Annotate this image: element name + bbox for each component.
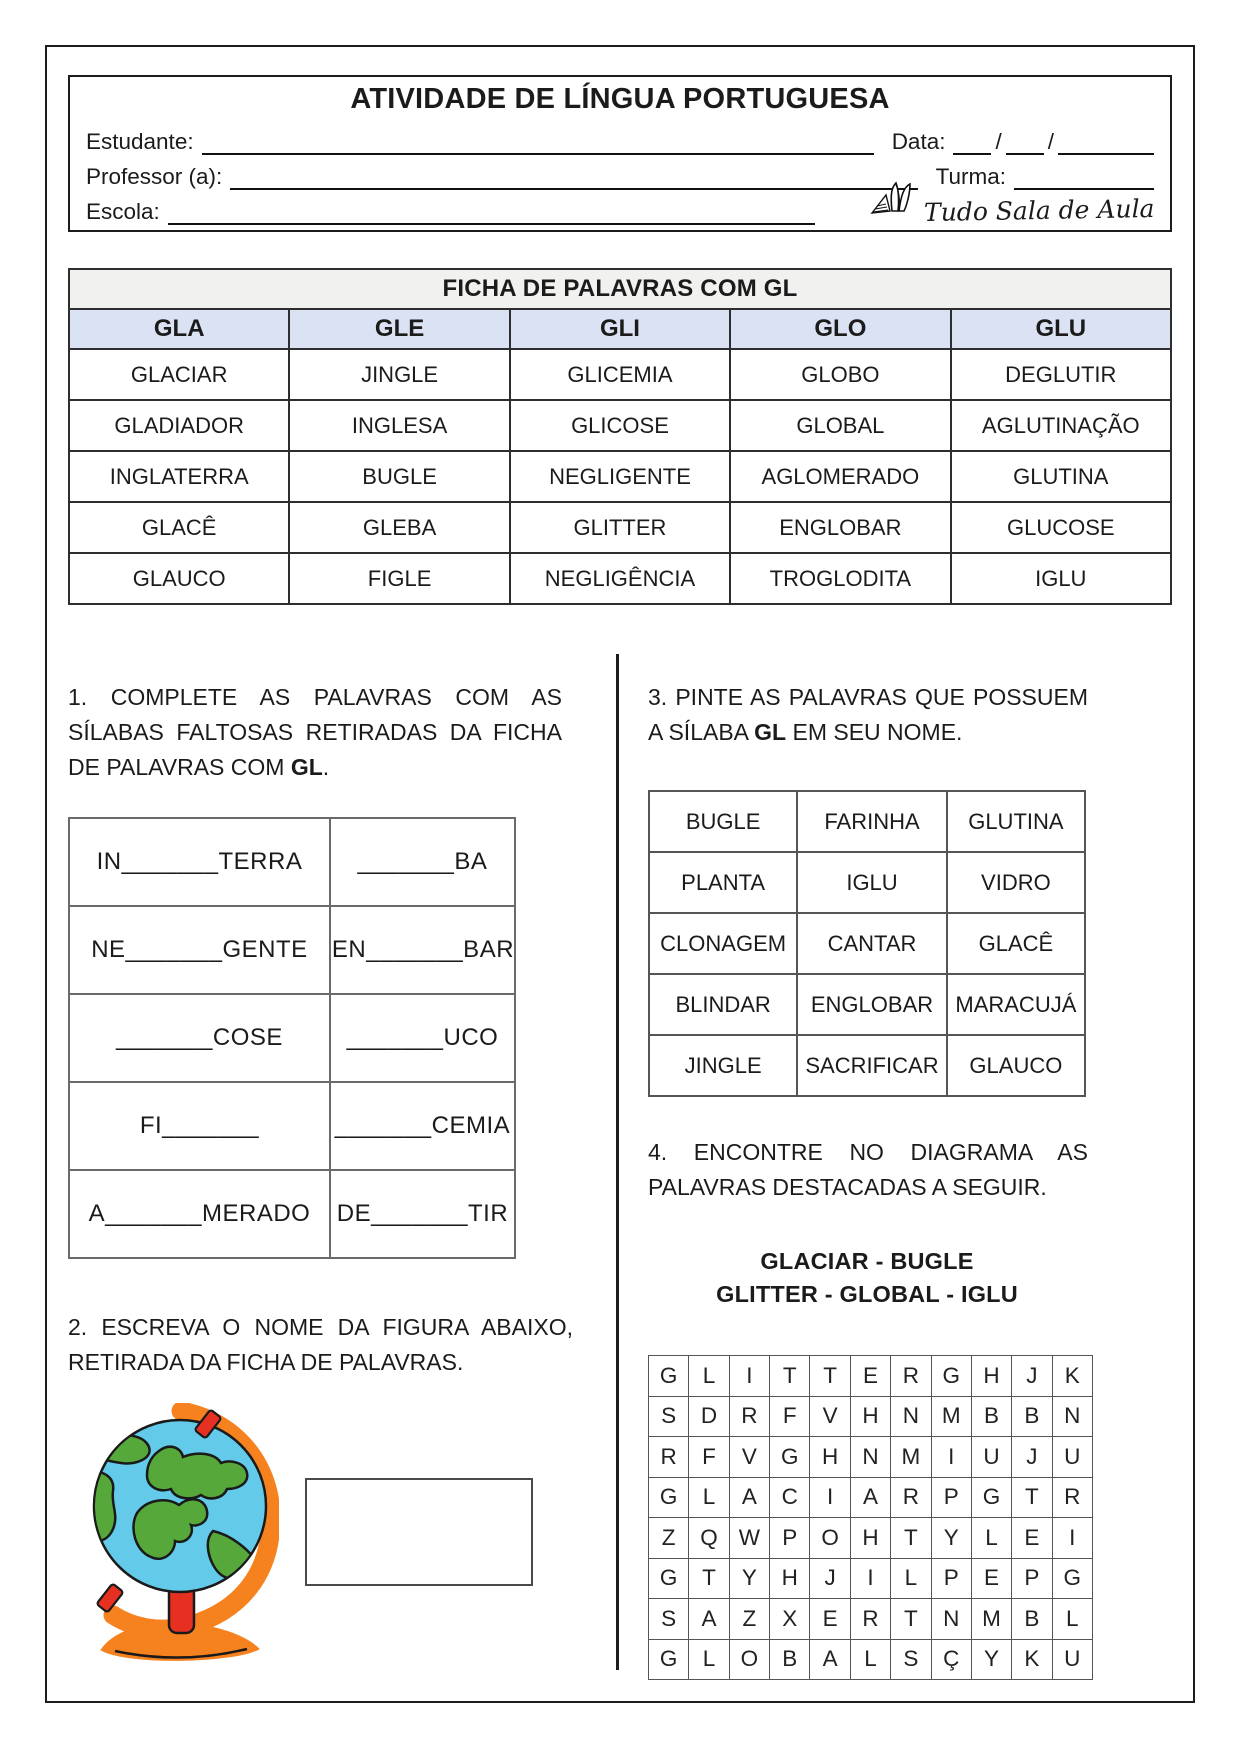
letter-cell[interactable]: T (891, 1599, 931, 1640)
table-row (649, 1356, 1093, 1397)
teacher-label: Professor (a): (86, 164, 223, 189)
word-list-line2: GLITTER - GLOBAL - IGLU (716, 1281, 1018, 1307)
letter-cell[interactable]: A (729, 1477, 769, 1518)
fill-in-blanks-table (68, 817, 516, 1259)
exercise3-text-start: 3. PINTE AS PALAVRAS QUE POSSUEM A SÍLABA (648, 684, 1088, 745)
ficha-word-cell: IGLU (951, 553, 1171, 604)
letter-cell[interactable]: E (810, 1599, 850, 1640)
letter-cell[interactable]: K (1052, 1356, 1092, 1397)
letter-cell[interactable]: B (1012, 1599, 1052, 1640)
paint-word-cell[interactable]: CLONAGEM (649, 913, 797, 974)
letter-cell[interactable]: G (649, 1558, 689, 1599)
ficha-body (69, 349, 1171, 604)
ficha-column-header: GLO (730, 309, 950, 349)
paint-body (649, 791, 1085, 1096)
blank-word-cell[interactable]: _______COSE (69, 994, 330, 1082)
letter-cell[interactable]: H (850, 1518, 890, 1559)
letter-cell[interactable]: P (1012, 1558, 1052, 1599)
letter-cell[interactable]: L (971, 1518, 1011, 1559)
letter-cell[interactable]: E (971, 1558, 1011, 1599)
letter-cell[interactable]: G (770, 1437, 810, 1478)
ficha-word-cell: JINGLE (289, 349, 509, 400)
ficha-word-cell: GLUCOSE (951, 502, 1171, 553)
blank-word-cell[interactable]: FI_______ (69, 1082, 330, 1170)
letter-cell[interactable]: N (931, 1599, 971, 1640)
table-row (649, 1396, 1093, 1437)
blank-word-cell[interactable]: DE_______TIR (330, 1170, 515, 1258)
letter-cell[interactable]: B (971, 1396, 1011, 1437)
letter-cell[interactable]: L (850, 1639, 890, 1680)
table-row (69, 400, 1171, 451)
table-row (649, 1518, 1093, 1559)
letter-cell[interactable]: O (729, 1639, 769, 1680)
letter-cell[interactable]: U (971, 1437, 1011, 1478)
book-icon (866, 181, 918, 225)
student-label: Estudante: (86, 129, 194, 154)
letter-cell[interactable]: I (810, 1477, 850, 1518)
word-search-body (649, 1356, 1093, 1680)
date-slash: / (1047, 129, 1054, 154)
exercise3-text-bold: GL (754, 719, 787, 745)
word-search-grid (648, 1355, 1093, 1680)
table-row (649, 913, 1085, 974)
date-year-field[interactable] (1058, 127, 1154, 155)
letter-cell[interactable]: A (850, 1477, 890, 1518)
school-field[interactable] (168, 197, 815, 225)
table-row (69, 502, 1171, 553)
letter-cell[interactable]: V (810, 1396, 850, 1437)
letter-cell[interactable]: Y (971, 1639, 1011, 1680)
letter-cell[interactable]: Y (729, 1558, 769, 1599)
ficha-word-cell: AGLUTINAÇÃO (951, 400, 1171, 451)
table-row (69, 1082, 515, 1170)
letter-cell[interactable]: R (729, 1396, 769, 1437)
letter-cell[interactable]: I (729, 1356, 769, 1397)
letter-cell[interactable]: N (1052, 1396, 1092, 1437)
letter-cell[interactable]: S (649, 1396, 689, 1437)
exercise1-text-bold: GL (290, 754, 323, 780)
letter-cell[interactable]: L (1052, 1599, 1092, 1640)
letter-cell[interactable]: V (729, 1437, 769, 1478)
letter-cell[interactable]: Y (931, 1518, 971, 1559)
exercise1-text-start: 1. COMPLETE AS PALAVRAS COM AS SÍLABAS FALTOSAS RETIRADAS DA FICHA DE PALAVRAS COM (68, 684, 562, 780)
ficha-word-cell: INGLATERRA (69, 451, 289, 502)
letter-cell[interactable]: R (649, 1437, 689, 1478)
date-group (892, 127, 1154, 155)
paint-word-cell[interactable]: FARINHA (797, 791, 947, 852)
paint-word-cell[interactable]: GLUTINA (947, 791, 1085, 852)
table-row (649, 852, 1085, 913)
letter-cell[interactable]: G (971, 1477, 1011, 1518)
letter-cell[interactable]: Ç (931, 1639, 971, 1680)
letter-cell[interactable]: J (810, 1558, 850, 1599)
letter-cell[interactable]: Q (689, 1518, 729, 1559)
table-row (69, 553, 1171, 604)
table-row (649, 1558, 1093, 1599)
blank-word-cell[interactable]: IN_______TERRA (69, 818, 330, 906)
letter-cell[interactable]: M (891, 1437, 931, 1478)
header-box (68, 75, 1172, 232)
letter-cell[interactable]: P (770, 1518, 810, 1559)
ficha-column-header: GLI (510, 309, 730, 349)
letter-cell[interactable]: L (689, 1639, 729, 1680)
letter-cell[interactable]: U (1052, 1437, 1092, 1478)
letter-cell[interactable]: H (971, 1356, 1011, 1397)
ficha-column-header: GLU (951, 309, 1171, 349)
table-row (649, 1035, 1085, 1096)
class-label: Turma: (935, 164, 1006, 189)
ficha-word-cell: DEGLUTIR (951, 349, 1171, 400)
teacher-field[interactable] (230, 162, 917, 190)
blank-word-cell[interactable]: _______BA (330, 818, 515, 906)
date-slash: / (995, 129, 1002, 154)
word-list-line1: GLACIAR - BUGLE (760, 1248, 974, 1274)
ficha-word-cell: NEGLIGENTE (510, 451, 730, 502)
letter-cell[interactable]: M (971, 1599, 1011, 1640)
letter-cell[interactable]: W (729, 1518, 769, 1559)
paint-word-cell[interactable]: VIDRO (947, 852, 1085, 913)
ficha-word-cell: TROGLODITA (730, 553, 950, 604)
letter-cell[interactable]: Z (649, 1518, 689, 1559)
ficha-word-cell: GLICEMIA (510, 349, 730, 400)
paint-words-table (648, 790, 1086, 1097)
table-row (69, 906, 515, 994)
blank-word-cell[interactable]: NE_______GENTE (69, 906, 330, 994)
letter-cell[interactable]: H (810, 1437, 850, 1478)
letter-cell[interactable]: R (1052, 1477, 1092, 1518)
paint-word-cell[interactable]: JINGLE (649, 1035, 797, 1096)
ficha-word-cell: GLEBA (289, 502, 509, 553)
exercise4-text: 4. ENCONTRE NO DIAGRAMA AS PALAVRAS DESTACADAS A SEGUIR. (648, 1139, 1088, 1200)
paint-word-cell[interactable]: IGLU (797, 852, 947, 913)
letter-cell[interactable]: B (770, 1639, 810, 1680)
ficha-word-cell: AGLOMERADO (730, 451, 950, 502)
exercise1-text (68, 680, 562, 785)
blanks-body (69, 818, 515, 1258)
table-row (649, 791, 1085, 852)
paint-word-cell[interactable]: BUGLE (649, 791, 797, 852)
blank-word-cell[interactable]: EN_______BAR (330, 906, 515, 994)
date-day-field[interactable] (953, 127, 991, 155)
letter-cell[interactable]: R (891, 1356, 931, 1397)
letter-cell[interactable]: L (689, 1477, 729, 1518)
blank-word-cell[interactable]: _______UCO (330, 994, 515, 1082)
letter-cell[interactable]: F (689, 1437, 729, 1478)
letter-cell[interactable]: R (891, 1477, 931, 1518)
letter-cell[interactable]: C (770, 1477, 810, 1518)
exercise3-text (648, 680, 1088, 750)
paint-word-cell[interactable]: CANTAR (797, 913, 947, 974)
paint-word-cell[interactable]: SACRIFICAR (797, 1035, 947, 1096)
ficha-word-cell: GLACÊ (69, 502, 289, 553)
table-row (649, 1477, 1093, 1518)
ficha-word-cell: GLACIAR (69, 349, 289, 400)
ficha-word-cell: GLAUCO (69, 553, 289, 604)
letter-cell[interactable]: G (649, 1477, 689, 1518)
paint-word-cell[interactable]: BLINDAR (649, 974, 797, 1035)
letter-cell[interactable]: X (770, 1599, 810, 1640)
letter-cell[interactable]: J (1012, 1437, 1052, 1478)
letter-cell[interactable]: O (810, 1518, 850, 1559)
paint-word-cell[interactable]: GLAUCO (947, 1035, 1085, 1096)
letter-cell[interactable]: I (850, 1558, 890, 1599)
ficha-word-cell: GLICOSE (510, 400, 730, 451)
student-line (86, 120, 1154, 155)
letter-cell[interactable]: S (891, 1639, 931, 1680)
letter-cell[interactable]: S (649, 1599, 689, 1640)
letter-cell[interactable]: R (850, 1599, 890, 1640)
student-field[interactable] (202, 127, 874, 155)
exercise3-text-end: EM SEU NOME. (786, 719, 963, 745)
letter-cell[interactable]: K (1012, 1639, 1052, 1680)
letter-cell[interactable]: H (850, 1396, 890, 1437)
ficha-word-cell: FIGLE (289, 553, 509, 604)
letter-cell[interactable]: D (689, 1396, 729, 1437)
paint-word-cell[interactable]: GLACÊ (947, 913, 1085, 974)
letter-cell[interactable]: N (850, 1437, 890, 1478)
letter-cell[interactable]: M (931, 1396, 971, 1437)
logo-text: Tudo Sala de Aula (923, 193, 1155, 228)
letter-cell[interactable]: B (1012, 1396, 1052, 1437)
table-row (649, 1639, 1093, 1680)
globe-illustration (63, 1403, 279, 1667)
letter-cell[interactable]: H (770, 1558, 810, 1599)
table-row (69, 309, 1171, 349)
ficha-word-cell: GLUTINA (951, 451, 1171, 502)
table-row (69, 1170, 515, 1258)
blank-word-cell[interactable]: _______CEMIA (330, 1082, 515, 1170)
ficha-word-cell: NEGLIGÊNCIA (510, 553, 730, 604)
page-title: ATIVIDADE DE LÍNGUA PORTUGUESA (350, 83, 890, 115)
letter-cell[interactable]: L (891, 1558, 931, 1599)
table-row (69, 818, 515, 906)
letter-cell[interactable]: T (1012, 1477, 1052, 1518)
letter-cell[interactable]: G (1052, 1558, 1092, 1599)
letter-cell[interactable]: T (689, 1558, 729, 1599)
letter-cell[interactable]: G (649, 1356, 689, 1397)
ficha-header-row (69, 309, 1171, 349)
letter-cell[interactable]: N (891, 1396, 931, 1437)
table-row (69, 349, 1171, 400)
ficha-title: FICHA DE PALAVRAS COM GL (69, 269, 1171, 309)
letter-cell[interactable]: L (689, 1356, 729, 1397)
letter-cell[interactable]: F (770, 1396, 810, 1437)
letter-cell[interactable]: E (1012, 1518, 1052, 1559)
ficha-word-cell: BUGLE (289, 451, 509, 502)
letter-cell[interactable]: P (931, 1477, 971, 1518)
answer-box[interactable] (305, 1478, 533, 1586)
paint-word-cell[interactable]: MARACUJÁ (947, 974, 1085, 1035)
paint-word-cell[interactable]: PLANTA (649, 852, 797, 913)
letter-cell[interactable]: P (931, 1558, 971, 1599)
ficha-column-header: GLA (69, 309, 289, 349)
letter-cell[interactable]: I (1052, 1518, 1092, 1559)
ficha-title-row (69, 269, 1171, 309)
letter-cell[interactable]: J (1012, 1356, 1052, 1397)
ficha-word-cell: GLITTER (510, 502, 730, 553)
table-row (69, 994, 515, 1082)
ficha-table (68, 268, 1172, 605)
letter-cell[interactable]: A (810, 1639, 850, 1680)
logo (829, 181, 1155, 228)
letter-cell[interactable]: T (810, 1356, 850, 1397)
ficha-word-cell: ENGLOBAR (730, 502, 950, 553)
exercise2-text: 2. ESCREVA O NOME DA FIGURA ABAIXO, RETIRADA DA FICHA DE PALAVRAS. (68, 1314, 573, 1375)
blank-word-cell[interactable]: A_______MERADO (69, 1170, 330, 1258)
letter-cell[interactable]: Z (729, 1599, 769, 1640)
ficha-word-cell: GLADIADOR (69, 400, 289, 451)
word-list (648, 1245, 1086, 1311)
table-row (649, 974, 1085, 1035)
column-divider (616, 654, 619, 1670)
school-label: Escola: (86, 199, 160, 224)
letter-cell[interactable]: T (770, 1356, 810, 1397)
letter-cell[interactable]: G (931, 1356, 971, 1397)
paint-word-cell[interactable]: ENGLOBAR (797, 974, 947, 1035)
date-label: Data: (891, 129, 946, 154)
ficha-word-cell: GLOBAL (730, 400, 950, 451)
letter-cell[interactable]: T (891, 1518, 931, 1559)
letter-cell[interactable]: U (1052, 1639, 1092, 1680)
letter-cell[interactable]: E (850, 1356, 890, 1397)
table-row (649, 1599, 1093, 1640)
exercise1-text-end: . (322, 754, 330, 780)
date-month-field[interactable] (1006, 127, 1044, 155)
letter-cell[interactable]: A (689, 1599, 729, 1640)
letter-cell[interactable]: G (649, 1639, 689, 1680)
table-row (649, 1437, 1093, 1478)
school-line (86, 190, 1155, 228)
ficha-word-cell: GLOBO (730, 349, 950, 400)
table-row (69, 451, 1171, 502)
ficha-column-header: GLE (289, 309, 509, 349)
ficha-word-cell: INGLESA (289, 400, 509, 451)
letter-cell[interactable]: I (931, 1437, 971, 1478)
